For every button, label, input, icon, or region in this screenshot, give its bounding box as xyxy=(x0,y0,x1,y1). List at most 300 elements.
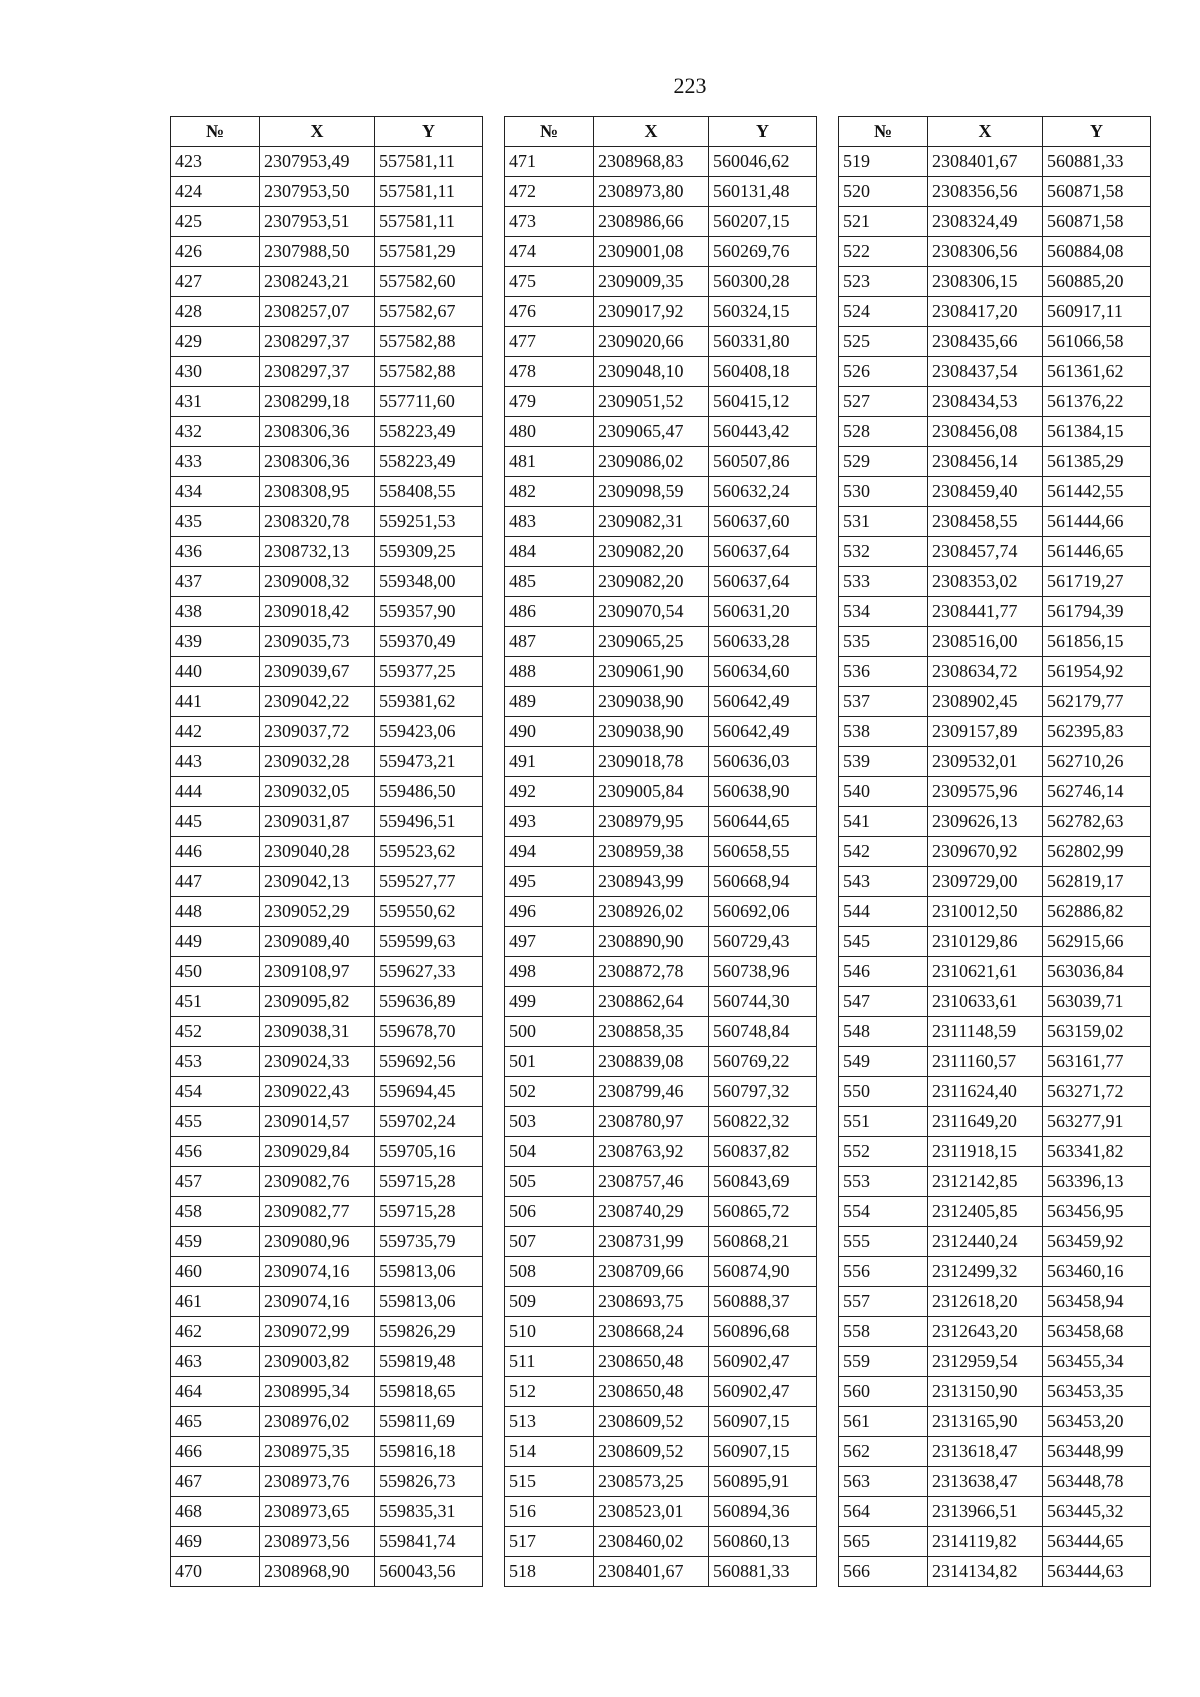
cell-y: 561794,39 xyxy=(1043,597,1151,627)
cell-number: 540 xyxy=(839,777,928,807)
table-row xyxy=(839,417,1151,447)
table-row xyxy=(839,897,1151,927)
cell-number: 529 xyxy=(839,447,928,477)
cell-y: 559627,33 xyxy=(375,957,483,987)
cell-x: 2313150,90 xyxy=(928,1377,1043,1407)
cell-number: 448 xyxy=(171,897,260,927)
cell-number: 514 xyxy=(505,1437,594,1467)
cell-x: 2309042,22 xyxy=(260,687,375,717)
cell-y: 560797,32 xyxy=(709,1077,817,1107)
column-header-y: Y xyxy=(375,117,483,147)
cell-number: 504 xyxy=(505,1137,594,1167)
table-header-row xyxy=(505,117,817,147)
cell-number: 564 xyxy=(839,1497,928,1527)
column-header-x: X xyxy=(260,117,375,147)
cell-x: 2309061,90 xyxy=(594,657,709,687)
cell-number: 508 xyxy=(505,1257,594,1287)
table-row xyxy=(171,1137,483,1167)
cell-y: 559599,63 xyxy=(375,927,483,957)
cell-y: 560642,49 xyxy=(709,717,817,747)
cell-x: 2309052,29 xyxy=(260,897,375,927)
cell-number: 432 xyxy=(171,417,260,447)
cell-x: 2309670,92 xyxy=(928,837,1043,867)
cell-y: 559694,45 xyxy=(375,1077,483,1107)
cell-number: 532 xyxy=(839,537,928,567)
cell-number: 451 xyxy=(171,987,260,1017)
cell-y: 561446,65 xyxy=(1043,537,1151,567)
cell-number: 519 xyxy=(839,147,928,177)
cell-x: 2308457,74 xyxy=(928,537,1043,567)
cell-y: 560895,91 xyxy=(709,1467,817,1497)
cell-x: 2308437,54 xyxy=(928,357,1043,387)
cell-x: 2309070,54 xyxy=(594,597,709,627)
cell-y: 560860,13 xyxy=(709,1527,817,1557)
table-row xyxy=(171,1407,483,1437)
table-row xyxy=(171,927,483,957)
cell-x: 2309017,92 xyxy=(594,297,709,327)
cell-y: 560692,06 xyxy=(709,897,817,927)
cell-x: 2311160,57 xyxy=(928,1047,1043,1077)
cell-x: 2308609,52 xyxy=(594,1407,709,1437)
cell-number: 437 xyxy=(171,567,260,597)
cell-y: 557582,60 xyxy=(375,267,483,297)
table-row xyxy=(171,1347,483,1377)
table-row xyxy=(505,1287,817,1317)
cell-x: 2314134,82 xyxy=(928,1557,1043,1587)
cell-number: 530 xyxy=(839,477,928,507)
cell-number: 425 xyxy=(171,207,260,237)
table-row xyxy=(171,1167,483,1197)
table-row xyxy=(171,327,483,357)
cell-number: 488 xyxy=(505,657,594,687)
column-header-number: № xyxy=(171,117,260,147)
cell-number: 469 xyxy=(171,1527,260,1557)
cell-number: 555 xyxy=(839,1227,928,1257)
table-row xyxy=(505,1047,817,1077)
cell-y: 560637,64 xyxy=(709,567,817,597)
cell-number: 487 xyxy=(505,627,594,657)
table-row xyxy=(171,1227,483,1257)
cell-y: 560907,15 xyxy=(709,1437,817,1467)
cell-x: 2309032,28 xyxy=(260,747,375,777)
cell-y: 559636,89 xyxy=(375,987,483,1017)
cell-number: 482 xyxy=(505,477,594,507)
cell-x: 2308740,29 xyxy=(594,1197,709,1227)
cell-number: 497 xyxy=(505,927,594,957)
cell-number: 459 xyxy=(171,1227,260,1257)
cell-x: 2309082,76 xyxy=(260,1167,375,1197)
cell-number: 494 xyxy=(505,837,594,867)
cell-number: 427 xyxy=(171,267,260,297)
cell-number: 466 xyxy=(171,1437,260,1467)
cell-x: 2308243,21 xyxy=(260,267,375,297)
cell-y: 560331,80 xyxy=(709,327,817,357)
cell-x: 2309095,82 xyxy=(260,987,375,1017)
cell-y: 559381,62 xyxy=(375,687,483,717)
cell-x: 2308862,64 xyxy=(594,987,709,1017)
cell-y: 560822,32 xyxy=(709,1107,817,1137)
cell-y: 560644,65 xyxy=(709,807,817,837)
cell-y: 562782,63 xyxy=(1043,807,1151,837)
cell-number: 550 xyxy=(839,1077,928,1107)
cell-x: 2309108,97 xyxy=(260,957,375,987)
cell-y: 559251,53 xyxy=(375,507,483,537)
cell-number: 496 xyxy=(505,897,594,927)
cell-number: 531 xyxy=(839,507,928,537)
table-row xyxy=(839,267,1151,297)
table-row xyxy=(505,897,817,927)
cell-x: 2308609,52 xyxy=(594,1437,709,1467)
cell-x: 2310012,50 xyxy=(928,897,1043,927)
cell-y: 560046,62 xyxy=(709,147,817,177)
cell-x: 2308975,35 xyxy=(260,1437,375,1467)
cell-number: 554 xyxy=(839,1197,928,1227)
cell-x: 2308973,65 xyxy=(260,1497,375,1527)
cell-x: 2308709,66 xyxy=(594,1257,709,1287)
cell-x: 2309039,67 xyxy=(260,657,375,687)
cell-y: 559715,28 xyxy=(375,1167,483,1197)
table-row xyxy=(839,447,1151,477)
cell-y: 560885,20 xyxy=(1043,267,1151,297)
cell-number: 423 xyxy=(171,147,260,177)
cell-number: 565 xyxy=(839,1527,928,1557)
cell-number: 512 xyxy=(505,1377,594,1407)
table-row xyxy=(171,837,483,867)
table-row xyxy=(171,387,483,417)
cell-number: 510 xyxy=(505,1317,594,1347)
table-row xyxy=(839,537,1151,567)
cell-x: 2308973,76 xyxy=(260,1467,375,1497)
cell-number: 479 xyxy=(505,387,594,417)
cell-x: 2309038,90 xyxy=(594,687,709,717)
cell-y: 562819,17 xyxy=(1043,867,1151,897)
table-row xyxy=(505,867,817,897)
cell-x: 2309082,20 xyxy=(594,567,709,597)
table-row xyxy=(171,1467,483,1497)
table-row xyxy=(505,927,817,957)
cell-x: 2309018,42 xyxy=(260,597,375,627)
table-row xyxy=(839,507,1151,537)
cell-x: 2308693,75 xyxy=(594,1287,709,1317)
cell-x: 2308872,78 xyxy=(594,957,709,987)
table-row xyxy=(839,1557,1151,1587)
table-row xyxy=(839,957,1151,987)
table-row xyxy=(505,417,817,447)
cell-number: 457 xyxy=(171,1167,260,1197)
cell-x: 2309065,47 xyxy=(594,417,709,447)
cell-y: 558223,49 xyxy=(375,447,483,477)
table-row xyxy=(505,267,817,297)
cell-y: 561444,66 xyxy=(1043,507,1151,537)
cell-x: 2308306,56 xyxy=(928,237,1043,267)
cell-number: 503 xyxy=(505,1107,594,1137)
cell-number: 506 xyxy=(505,1197,594,1227)
cell-y: 559486,50 xyxy=(375,777,483,807)
cell-number: 470 xyxy=(171,1557,260,1587)
cell-x: 2308839,08 xyxy=(594,1047,709,1077)
cell-number: 440 xyxy=(171,657,260,687)
cell-number: 498 xyxy=(505,957,594,987)
table-row xyxy=(839,1467,1151,1497)
cell-number: 557 xyxy=(839,1287,928,1317)
table-row xyxy=(839,1137,1151,1167)
cell-y: 560902,47 xyxy=(709,1377,817,1407)
cell-x: 2307953,50 xyxy=(260,177,375,207)
cell-number: 454 xyxy=(171,1077,260,1107)
table-row xyxy=(171,777,483,807)
cell-y: 562710,26 xyxy=(1043,747,1151,777)
cell-x: 2308401,67 xyxy=(594,1557,709,1587)
cell-number: 431 xyxy=(171,387,260,417)
cell-x: 2308573,25 xyxy=(594,1467,709,1497)
cell-y: 560634,60 xyxy=(709,657,817,687)
cell-x: 2308979,95 xyxy=(594,807,709,837)
cell-number: 518 xyxy=(505,1557,594,1587)
cell-y: 560642,49 xyxy=(709,687,817,717)
cell-y: 563455,34 xyxy=(1043,1347,1151,1377)
cell-x: 2309074,16 xyxy=(260,1287,375,1317)
cell-number: 434 xyxy=(171,477,260,507)
cell-y: 560207,15 xyxy=(709,207,817,237)
table-row xyxy=(171,207,483,237)
column-header-y: Y xyxy=(1043,117,1151,147)
cell-y: 559357,90 xyxy=(375,597,483,627)
cell-y: 560729,43 xyxy=(709,927,817,957)
cell-x: 2308943,99 xyxy=(594,867,709,897)
cell-x: 2308306,36 xyxy=(260,417,375,447)
cell-y: 562746,14 xyxy=(1043,777,1151,807)
cell-number: 484 xyxy=(505,537,594,567)
table-row xyxy=(505,1497,817,1527)
cell-x: 2309042,13 xyxy=(260,867,375,897)
table-row xyxy=(171,1257,483,1287)
cell-x: 2308401,67 xyxy=(928,147,1043,177)
cell-x: 2309022,43 xyxy=(260,1077,375,1107)
cell-number: 443 xyxy=(171,747,260,777)
cell-number: 492 xyxy=(505,777,594,807)
cell-x: 2312142,85 xyxy=(928,1167,1043,1197)
cell-y: 560637,60 xyxy=(709,507,817,537)
table-row xyxy=(839,1347,1151,1377)
cell-number: 474 xyxy=(505,237,594,267)
cell-number: 452 xyxy=(171,1017,260,1047)
table-header-row xyxy=(839,117,1151,147)
table-row xyxy=(839,297,1151,327)
cell-number: 566 xyxy=(839,1557,928,1587)
cell-x: 2308441,77 xyxy=(928,597,1043,627)
cell-y: 560884,08 xyxy=(1043,237,1151,267)
cell-y: 560638,90 xyxy=(709,777,817,807)
cell-y: 559813,06 xyxy=(375,1287,483,1317)
cell-number: 527 xyxy=(839,387,928,417)
cell-x: 2309014,57 xyxy=(260,1107,375,1137)
cell-x: 2308458,55 xyxy=(928,507,1043,537)
cell-number: 563 xyxy=(839,1467,928,1497)
table-row xyxy=(171,717,483,747)
cell-number: 489 xyxy=(505,687,594,717)
cell-number: 444 xyxy=(171,777,260,807)
cell-number: 473 xyxy=(505,207,594,237)
cell-x: 2308650,48 xyxy=(594,1377,709,1407)
table-row xyxy=(171,987,483,1017)
cell-number: 463 xyxy=(171,1347,260,1377)
cell-x: 2313638,47 xyxy=(928,1467,1043,1497)
cell-x: 2309018,78 xyxy=(594,747,709,777)
cell-y: 563453,35 xyxy=(1043,1377,1151,1407)
table-row xyxy=(171,657,483,687)
table-row xyxy=(171,507,483,537)
coordinate-table xyxy=(838,116,1151,1587)
cell-y: 557581,29 xyxy=(375,237,483,267)
cell-y: 563459,92 xyxy=(1043,1227,1151,1257)
table-row xyxy=(839,777,1151,807)
cell-number: 455 xyxy=(171,1107,260,1137)
table-row xyxy=(505,1467,817,1497)
cell-number: 485 xyxy=(505,567,594,597)
cell-number: 509 xyxy=(505,1287,594,1317)
table-row xyxy=(839,1407,1151,1437)
table-row xyxy=(505,207,817,237)
cell-y: 559309,25 xyxy=(375,537,483,567)
cell-y: 559678,70 xyxy=(375,1017,483,1047)
table-row xyxy=(505,1257,817,1287)
cell-number: 424 xyxy=(171,177,260,207)
cell-y: 559826,73 xyxy=(375,1467,483,1497)
table-row xyxy=(505,447,817,477)
column-header-x: X xyxy=(594,117,709,147)
cell-x: 2309082,77 xyxy=(260,1197,375,1227)
cell-x: 2310129,86 xyxy=(928,927,1043,957)
cell-x: 2310621,61 xyxy=(928,957,1043,987)
cell-y: 560269,76 xyxy=(709,237,817,267)
cell-x: 2308763,92 xyxy=(594,1137,709,1167)
table-row xyxy=(839,1077,1151,1107)
table-row xyxy=(505,777,817,807)
table-header-row xyxy=(171,117,483,147)
cell-y: 560837,82 xyxy=(709,1137,817,1167)
cell-y: 560415,12 xyxy=(709,387,817,417)
cell-number: 439 xyxy=(171,627,260,657)
table-row xyxy=(839,1227,1151,1257)
table-row xyxy=(171,627,483,657)
cell-number: 490 xyxy=(505,717,594,747)
cell-y: 559818,65 xyxy=(375,1377,483,1407)
cell-y: 560131,48 xyxy=(709,177,817,207)
cell-y: 559811,69 xyxy=(375,1407,483,1437)
table-row xyxy=(839,1257,1151,1287)
cell-y: 557582,88 xyxy=(375,357,483,387)
table-row xyxy=(171,447,483,477)
cell-y: 559370,49 xyxy=(375,627,483,657)
cell-number: 471 xyxy=(505,147,594,177)
cell-x: 2308353,02 xyxy=(928,567,1043,597)
cell-x: 2312643,20 xyxy=(928,1317,1043,1347)
cell-x: 2309729,00 xyxy=(928,867,1043,897)
cell-x: 2309020,66 xyxy=(594,327,709,357)
cell-y: 560744,30 xyxy=(709,987,817,1017)
coordinate-table xyxy=(504,116,817,1587)
cell-y: 560881,33 xyxy=(709,1557,817,1587)
cell-y: 559715,28 xyxy=(375,1197,483,1227)
cell-number: 533 xyxy=(839,567,928,597)
cell-y: 559735,79 xyxy=(375,1227,483,1257)
table-row xyxy=(171,1287,483,1317)
table-row xyxy=(171,537,483,567)
table-row xyxy=(839,567,1151,597)
cell-x: 2308732,13 xyxy=(260,537,375,567)
table-row xyxy=(839,387,1151,417)
cell-number: 465 xyxy=(171,1407,260,1437)
cell-number: 468 xyxy=(171,1497,260,1527)
cell-x: 2311649,20 xyxy=(928,1107,1043,1137)
cell-x: 2308858,35 xyxy=(594,1017,709,1047)
cell-y: 563445,32 xyxy=(1043,1497,1151,1527)
cell-number: 548 xyxy=(839,1017,928,1047)
cell-number: 458 xyxy=(171,1197,260,1227)
cell-x: 2308926,02 xyxy=(594,897,709,927)
page-number: 223 xyxy=(673,73,707,98)
cell-number: 500 xyxy=(505,1017,594,1047)
cell-number: 511 xyxy=(505,1347,594,1377)
table-row xyxy=(171,897,483,927)
cell-number: 495 xyxy=(505,867,594,897)
column-header-y: Y xyxy=(709,117,817,147)
cell-y: 559550,62 xyxy=(375,897,483,927)
cell-y: 560636,03 xyxy=(709,747,817,777)
cell-x: 2308650,48 xyxy=(594,1347,709,1377)
cell-y: 559816,18 xyxy=(375,1437,483,1467)
table-row xyxy=(839,237,1151,267)
cell-x: 2308516,00 xyxy=(928,627,1043,657)
cell-x: 2308757,46 xyxy=(594,1167,709,1197)
cell-x: 2309089,40 xyxy=(260,927,375,957)
cell-x: 2309031,87 xyxy=(260,807,375,837)
cell-number: 462 xyxy=(171,1317,260,1347)
table-row xyxy=(171,1557,483,1587)
cell-x: 2308324,49 xyxy=(928,207,1043,237)
cell-number: 537 xyxy=(839,687,928,717)
table-row xyxy=(505,147,817,177)
table-row xyxy=(505,747,817,777)
cell-y: 559527,77 xyxy=(375,867,483,897)
cell-y: 563448,99 xyxy=(1043,1437,1151,1467)
table-row xyxy=(171,567,483,597)
cell-y: 561066,58 xyxy=(1043,327,1151,357)
cell-y: 560881,33 xyxy=(1043,147,1151,177)
cell-x: 2308306,15 xyxy=(928,267,1043,297)
cell-number: 526 xyxy=(839,357,928,387)
cell-x: 2309024,33 xyxy=(260,1047,375,1077)
cell-x: 2309009,35 xyxy=(594,267,709,297)
cell-x: 2308434,53 xyxy=(928,387,1043,417)
cell-y: 560043,56 xyxy=(375,1557,483,1587)
cell-x: 2308417,20 xyxy=(928,297,1043,327)
cell-y: 561954,92 xyxy=(1043,657,1151,687)
cell-number: 507 xyxy=(505,1227,594,1257)
cell-y: 559692,56 xyxy=(375,1047,483,1077)
cell-x: 2309098,59 xyxy=(594,477,709,507)
cell-x: 2308973,56 xyxy=(260,1527,375,1557)
cell-y: 560658,55 xyxy=(709,837,817,867)
cell-number: 515 xyxy=(505,1467,594,1497)
cell-x: 2308968,90 xyxy=(260,1557,375,1587)
table-row xyxy=(171,597,483,627)
cell-number: 435 xyxy=(171,507,260,537)
cell-number: 453 xyxy=(171,1047,260,1077)
cell-y: 563036,84 xyxy=(1043,957,1151,987)
cell-y: 560324,15 xyxy=(709,297,817,327)
cell-number: 441 xyxy=(171,687,260,717)
